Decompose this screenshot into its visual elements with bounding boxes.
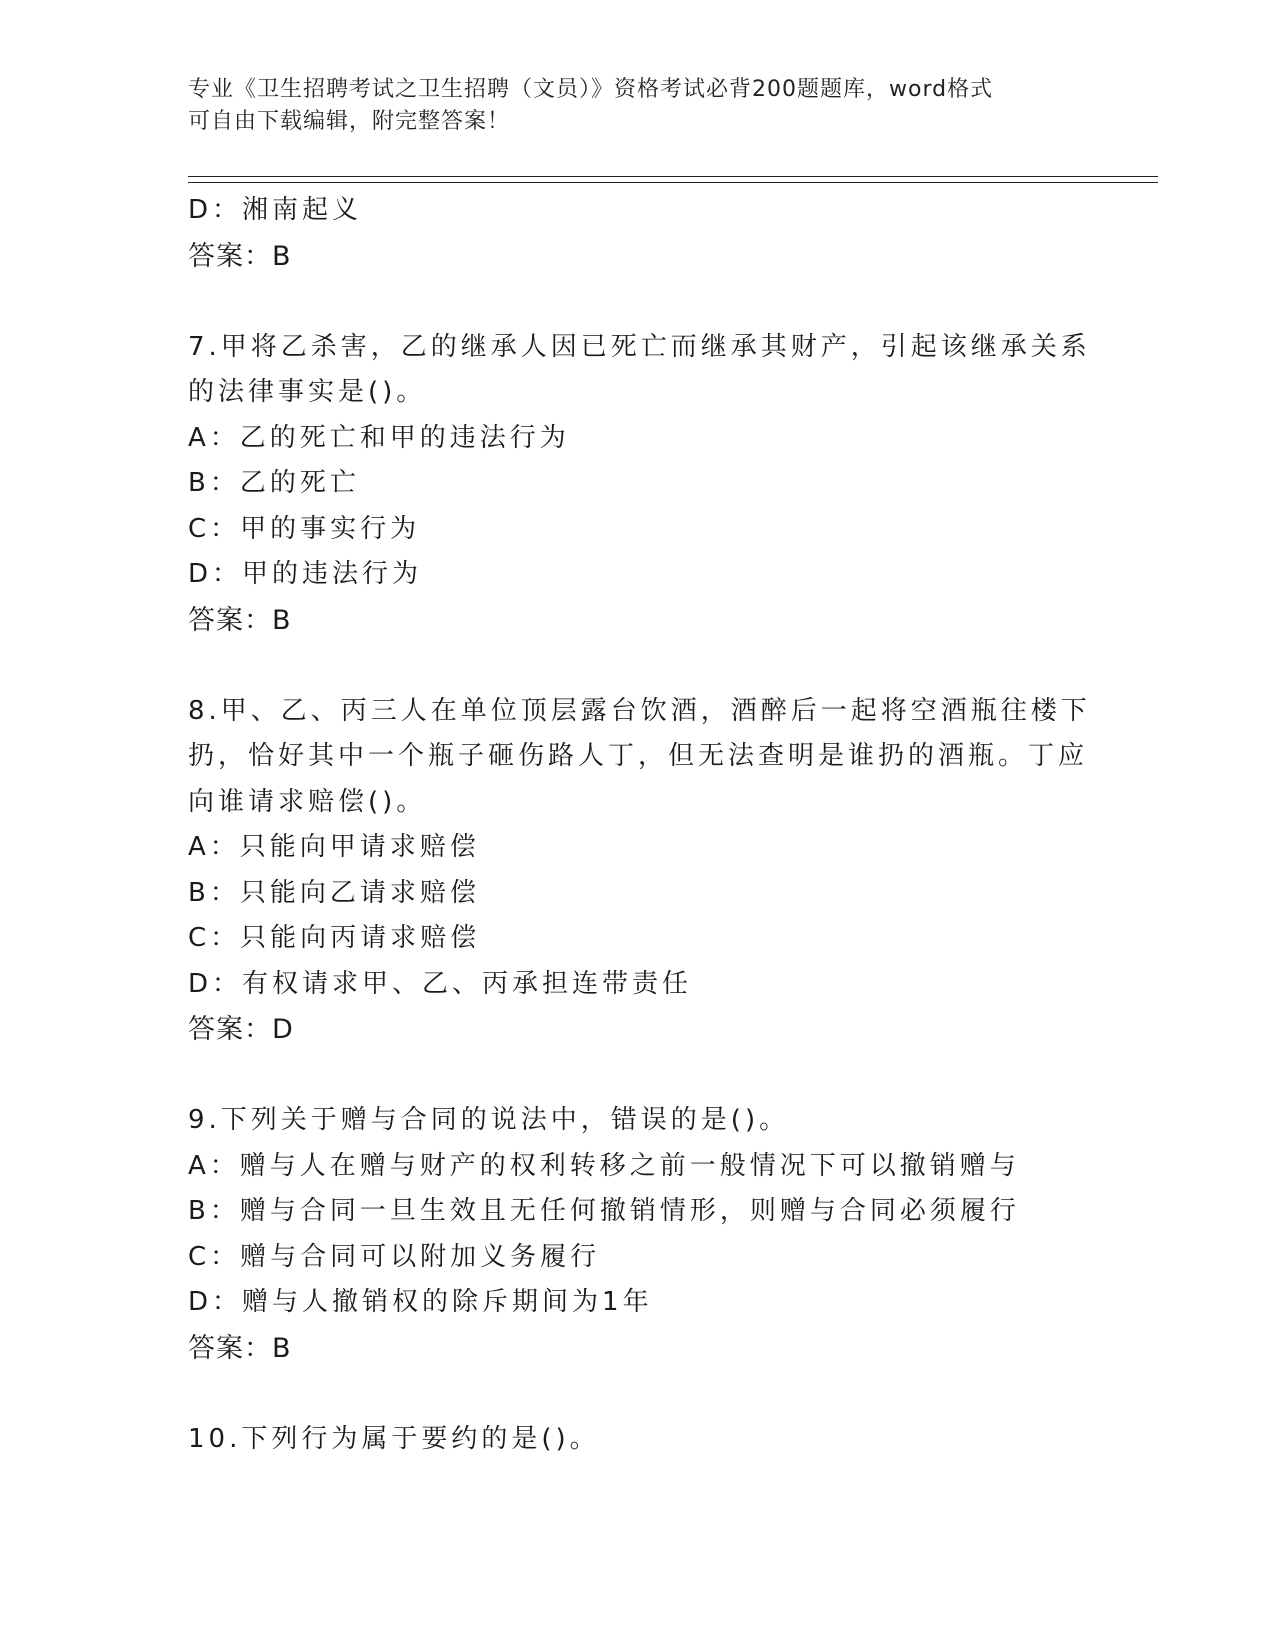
option-d: D：甲的违法行为 [188,559,423,589]
question-stem-line: 扔，恰好其中一个瓶子砸伤路人丁，但无法查明是谁扔的酒瓶。丁应 [188,741,1089,771]
question-8 [188,689,1091,1053]
document-header [188,74,1068,138]
option-a: A：赠与人在赠与财产的权利转移之前一般情况下可以撤销赠与 [188,1150,1020,1181]
option-c: C：只能向丙请求赔偿 [188,923,481,953]
question-stem-line: 9.下列关于赠与合同的说法中，错误的是()。 [188,1105,790,1135]
option-b: B：赠与合同一旦生效且无任何撤销情形，则赠与合同必须履行 [188,1196,1020,1226]
answer-line: 答案：B [188,240,292,272]
option-a: A：只能向甲请求赔偿 [188,832,480,862]
header-line-1: 专业《卫生招聘考试之卫生招聘（文员）》资格考试必背200题题库，word格式 [188,77,994,102]
answer-line: 答案：B [188,604,292,636]
spacer [188,279,1068,325]
question-10 [188,1417,1068,1463]
option-a: A：乙的死亡和甲的违法行为 [188,422,570,453]
header-divider-top [188,176,1158,177]
option-d: D：湘南起义 [188,195,363,225]
question-stem-line: 8.甲、乙、丙三人在单位顶层露台饮酒，酒醉后一起将空酒瓶往楼下 [188,695,1091,726]
option-c: C：赠与合同可以附加义务履行 [188,1241,601,1272]
option-d: D：有权请求甲、乙、丙承担连带责任 [188,968,693,999]
answer-line: 答案：B [188,1332,292,1364]
header-line-2: 可自由下载编辑，附完整答案！ [188,109,511,134]
option-b: B：只能向乙请求赔偿 [188,877,480,908]
question-list [188,188,1091,1462]
option-c: C：甲的事实行为 [188,513,421,544]
answer-line: 答案：D [188,1014,294,1045]
option-d: D：赠与人撤销权的除斥期间为1年 [188,1287,653,1317]
question-stem-line: 向谁请求赔偿()。 [188,786,427,817]
header-divider-bottom [188,182,1158,183]
question-7 [188,325,1091,644]
spacer [188,643,1068,689]
previous-question-tail [188,188,1068,279]
spacer [188,1053,1068,1099]
option-b: B：乙的死亡 [188,468,360,498]
question-9 [188,1098,1068,1371]
spacer [188,1371,1068,1417]
question-stem-line: 7.甲将乙杀害，乙的继承人因已死亡而继承其财产，引起该继承关系 [188,331,1091,362]
question-stem-line: 的法律事实是()。 [188,377,427,407]
question-stem-line: 10.下列行为属于要约的是()。 [188,1423,600,1454]
